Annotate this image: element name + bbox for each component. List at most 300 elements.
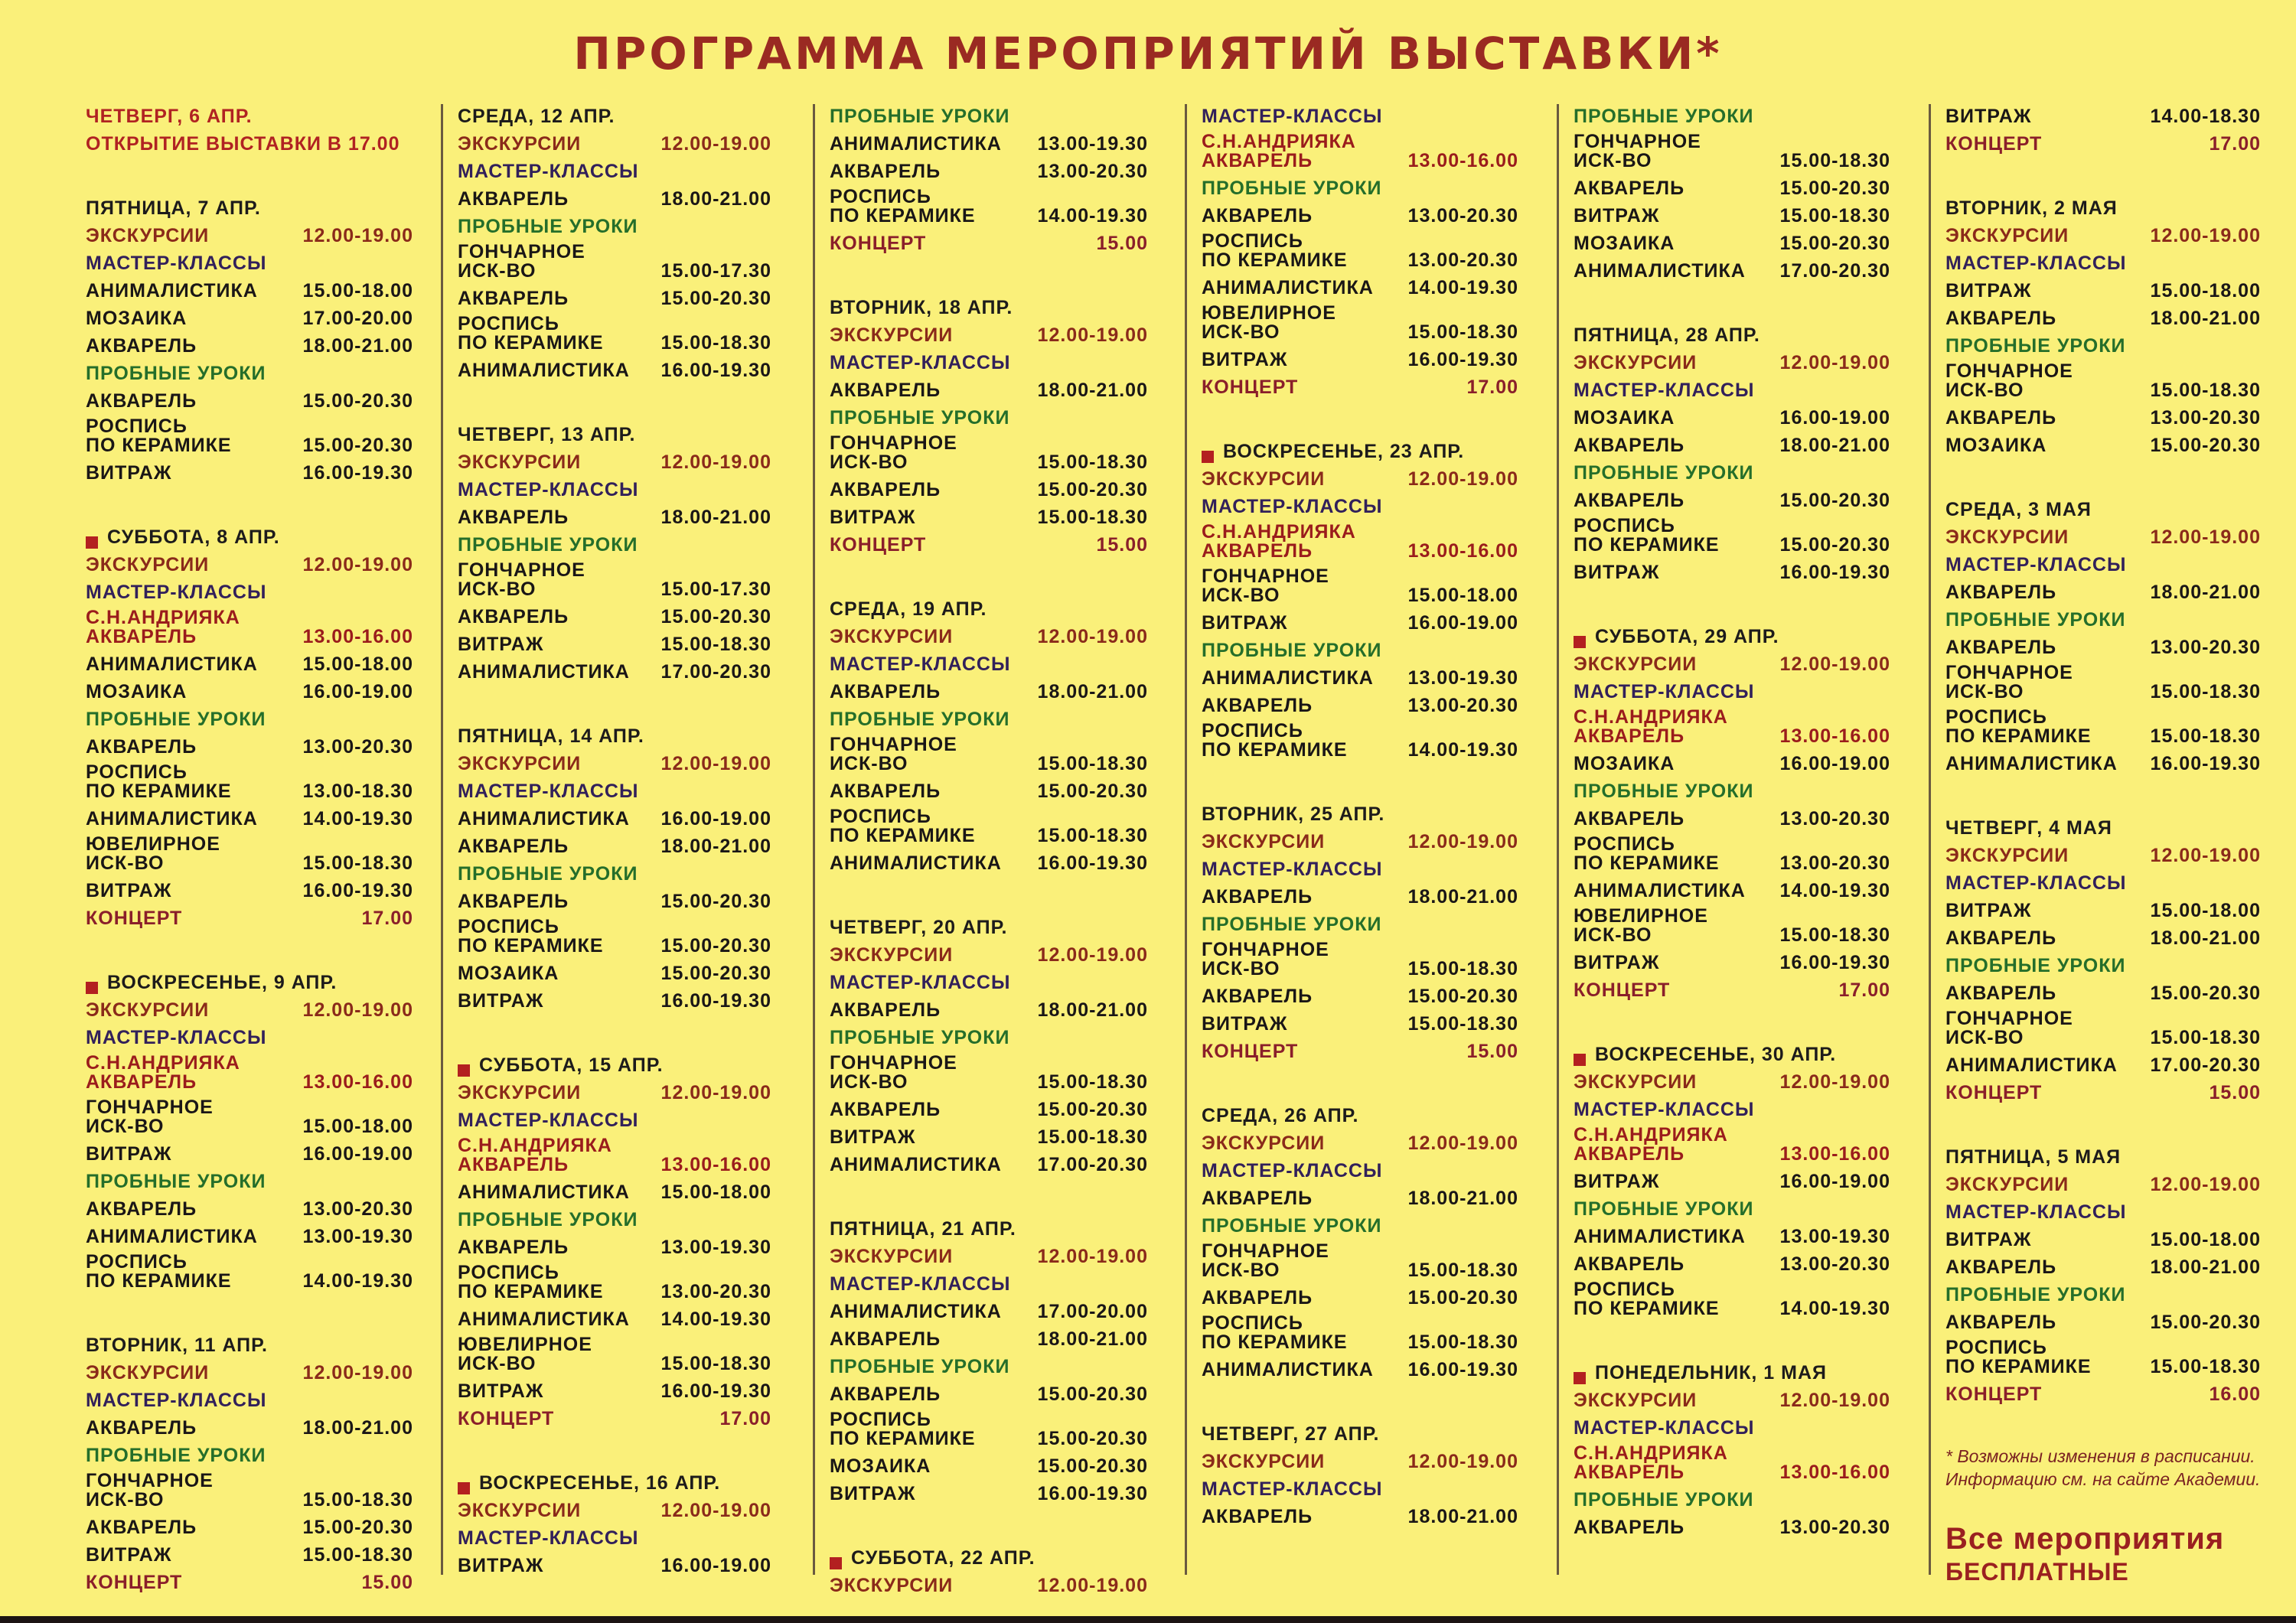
row-time: 17.00-20.00	[302, 308, 413, 329]
activity-row	[458, 1178, 771, 1206]
row-time: 13.00-16.00	[302, 626, 413, 647]
activity-row	[830, 1325, 1148, 1353]
row-time: 13.00-16.00	[1779, 1143, 1890, 1165]
activity-row	[458, 960, 771, 987]
row-label: АНИМАЛИСТИКА	[830, 852, 1002, 874]
row-label: ПРОБНЫЕ УРОКИ	[458, 863, 638, 885]
row-label: ВИТРАЖ	[1945, 1229, 2032, 1250]
row-time: 18.00-21.00	[1037, 999, 1148, 1021]
row-label: АКВАРЕЛЬ	[458, 891, 569, 912]
row-label: РОСПИСЬ ПО КЕРАМИКЕ	[1574, 515, 1720, 556]
trial-lessons-heading	[830, 1353, 1148, 1380]
activity-row	[1945, 634, 2261, 661]
row-time: 12.00-19.00	[2150, 845, 2261, 866]
row-label: МАСТЕР-КЛАССЫ	[830, 1273, 1011, 1295]
row-time: 12.00-19.00	[302, 1362, 413, 1383]
row-label: АНИМАЛИСТИКА	[1202, 277, 1374, 298]
row-time: 12.00-19.00	[660, 133, 771, 155]
activity-row	[1202, 883, 1518, 911]
row-label: ВИТРАЖ	[1574, 1171, 1660, 1192]
row-label: ЭКСКУРСИИ	[1574, 653, 1698, 675]
row-label: ЭКСКУРСИИ	[1945, 225, 2069, 246]
row-time: 18.00-21.00	[2150, 582, 2261, 603]
activity-row	[1574, 174, 1890, 202]
row-label: ВИТРАЖ	[1945, 900, 2032, 921]
row-time: 15.00	[361, 1572, 413, 1593]
activity-row	[830, 1380, 1148, 1408]
row-time: 15.00-18.30	[1407, 321, 1518, 343]
row-time: 12.00-19.00	[1037, 324, 1148, 346]
row-label: ЭКСКУРСИИ	[458, 753, 582, 774]
day-block	[1574, 1359, 1890, 1541]
row-label: АКВАРЕЛЬ	[1202, 986, 1313, 1007]
row-label: МАСТЕР-КЛАССЫ	[458, 781, 639, 802]
row-time: 15.00-20.30	[1779, 490, 1890, 511]
row-label: КОНЦЕРТ	[86, 908, 183, 929]
day-heading	[830, 1215, 1148, 1243]
row-label: МАСТЕР-КЛАССЫ	[86, 253, 267, 274]
row-time: 16.00-19.30	[1779, 952, 1890, 973]
excursions-row	[458, 448, 771, 476]
row-label: С.Н.АНДРИЯКА АКВАРЕЛЬ	[1574, 1124, 1728, 1165]
row-label: ПРОБНЫЕ УРОКИ	[458, 534, 638, 556]
activity-row	[1574, 1278, 1890, 1322]
row-label: С.Н.АНДРИЯКА АКВАРЕЛЬ	[1574, 706, 1728, 747]
row-label: АКВАРЕЛЬ	[830, 380, 941, 401]
row-label: ЭКСКУРСИИ	[1202, 468, 1326, 490]
row-time: 12.00-19.00	[1779, 1071, 1890, 1093]
row-label: МАСТЕР-КЛАССЫ	[1574, 1417, 1755, 1439]
activity-row	[830, 849, 1148, 877]
row-time: 15.00-18.00	[302, 1116, 413, 1137]
activity-row	[830, 476, 1148, 504]
row-time: 13.00-19.30	[1037, 133, 1148, 155]
day-block	[830, 103, 1148, 257]
row-time: 13.00-20.30	[1779, 1517, 1890, 1538]
row-label: РОСПИСЬ ПО КЕРАМИКЕ	[830, 186, 976, 227]
activity-row	[1945, 706, 2261, 750]
activity-row	[830, 1151, 1148, 1178]
row-time: 15.00-17.30	[660, 260, 771, 282]
row-label: ЭКСКУРСИИ	[458, 1500, 582, 1521]
row-label: МАСТЕР-КЛАССЫ	[1202, 496, 1383, 517]
row-label: ПРОБНЫЕ УРОКИ	[1574, 462, 1754, 484]
day-heading	[1202, 1102, 1518, 1129]
row-time: 13.00-20.30	[660, 1281, 771, 1302]
row-time: 15.00-18.30	[660, 634, 771, 655]
activity-row	[830, 185, 1148, 230]
row-label: ГОНЧАРНОЕ ИСК-ВО	[86, 1470, 214, 1511]
activity-row	[458, 312, 771, 357]
row-label: ЭКСКУРСИИ	[1574, 1390, 1698, 1411]
activity-row	[458, 1552, 771, 1579]
row-label: АКВАРЕЛЬ	[1574, 1517, 1685, 1538]
row-label: ВИТРАЖ	[830, 507, 916, 528]
activity-row	[830, 1408, 1148, 1452]
weekend-marker-icon	[1574, 1054, 1586, 1066]
row-label: ГОНЧАРНОЕ ИСК-ВО	[1202, 1240, 1329, 1281]
trial-lessons-heading	[1574, 777, 1890, 805]
trial-lessons-heading	[458, 1206, 771, 1234]
activity-row	[458, 285, 771, 312]
trial-lessons-heading	[1202, 174, 1518, 202]
row-label: ПРОБНЫЕ УРОКИ	[458, 216, 638, 237]
row-time: 18.00-21.00	[302, 335, 413, 357]
row-label: ЭКСКУРСИИ	[830, 1575, 954, 1596]
day-heading	[86, 1331, 413, 1359]
weekend-day-heading	[830, 1544, 1148, 1572]
activity-row	[1202, 1503, 1518, 1530]
day-block	[830, 914, 1148, 1178]
row-label: ПЯТНИЦА, 5 МАЯ	[1945, 1146, 2122, 1168]
row-time: 15.00-20.30	[1037, 1383, 1148, 1405]
row-time: 18.00-21.00	[2150, 308, 2261, 329]
row-time: 12.00-19.00	[2150, 225, 2261, 246]
row-time: 17.00-20.30	[1037, 1154, 1148, 1175]
row-time: 13.00-20.30	[1407, 249, 1518, 271]
row-label: РОСПИСЬ ПО КЕРАМИКЕ	[1202, 230, 1348, 271]
row-label: ЭКСКУРСИИ	[1574, 1071, 1698, 1093]
row-time: 15.00-18.30	[2150, 380, 2261, 401]
activity-row	[86, 1096, 413, 1140]
activity-row	[86, 459, 413, 487]
row-label: ВТОРНИК, 2 МАЯ	[1945, 197, 2118, 219]
row-label: С.Н.АНДРИЯКА АКВАРЕЛЬ	[458, 1135, 612, 1175]
day-block	[1202, 1420, 1518, 1530]
row-label: АНИМАЛИСТИКА	[830, 133, 1002, 155]
andriyaka-watercolor-row	[458, 1134, 771, 1178]
row-time: 18.00-21.00	[660, 507, 771, 528]
row-label: ВТОРНИК, 18 АПР.	[830, 297, 1013, 318]
row-time: 15.00-20.30	[302, 1517, 413, 1538]
row-time: 18.00-21.00	[1407, 1506, 1518, 1527]
day-block	[86, 194, 413, 487]
excursions-row	[830, 941, 1148, 969]
row-time: 16.00-19.00	[302, 1143, 413, 1165]
master-classes-heading	[1574, 1096, 1890, 1123]
activity-row	[1574, 514, 1890, 559]
trial-lessons-heading	[458, 213, 771, 240]
weekend-day-heading	[1574, 623, 1890, 650]
row-label: ВИТРАЖ	[1574, 205, 1660, 227]
weekend-marker-icon	[1574, 636, 1586, 648]
master-classes-heading	[458, 777, 771, 805]
row-time: 12.00-19.00	[1779, 1390, 1890, 1411]
row-label: ГОНЧАРНОЕ ИСК-ВО	[1202, 565, 1329, 606]
row-time: 13.00-20.30	[302, 1198, 413, 1220]
page-title: ПРОГРАММА МЕРОПРИЯТИЙ ВЫСТАВКИ*	[573, 28, 1723, 80]
row-time: 17.00	[361, 908, 413, 929]
row-label: КОНЦЕРТ	[1945, 1082, 2043, 1103]
row-label: ПРОБНЫЕ УРОКИ	[1202, 1215, 1382, 1237]
row-time: 18.00-21.00	[1779, 435, 1890, 456]
row-time: 13.00-20.30	[1779, 808, 1890, 829]
row-time: 18.00-21.00	[1407, 1188, 1518, 1209]
row-label: АНИМАЛИСТИКА	[1574, 260, 1746, 282]
row-label: ПРОБНЫЕ УРОКИ	[1945, 1284, 2126, 1305]
row-label: АКВАРЕЛЬ	[1574, 178, 1685, 199]
excursions-row	[830, 321, 1148, 349]
day-block	[86, 1331, 413, 1596]
row-label: ГОНЧАРНОЕ ИСК-ВО	[1945, 360, 2073, 401]
activity-row	[1945, 277, 2261, 305]
row-label: ПРОБНЫЕ УРОКИ	[1574, 106, 1754, 127]
row-label: СУББОТА, 8 АПР.	[107, 526, 280, 548]
activity-row	[1945, 979, 2261, 1007]
master-classes-heading	[458, 476, 771, 504]
row-time: 15.00-18.30	[1037, 507, 1148, 528]
row-time: 12.00-19.00	[660, 1082, 771, 1103]
activity-row	[86, 833, 413, 877]
row-time: 16.00-19.30	[1037, 852, 1148, 874]
activity-row	[1945, 1309, 2261, 1336]
day-heading	[86, 194, 413, 222]
activity-row	[830, 678, 1148, 706]
row-label: ПРОБНЫЕ УРОКИ	[830, 106, 1010, 127]
excursions-row	[830, 1572, 1148, 1599]
day-block	[1945, 103, 2261, 158]
schedule-column-2	[458, 98, 771, 1575]
row-time: 12.00-19.00	[302, 554, 413, 575]
row-time: 15.00-18.30	[660, 332, 771, 354]
row-time: 15.00-20.30	[2150, 435, 2261, 456]
day-block	[1945, 194, 2261, 459]
master-classes-heading	[830, 349, 1148, 376]
row-label: ВТОРНИК, 25 АПР.	[1202, 803, 1385, 825]
row-label: ЭКСКУРСИИ	[1945, 1174, 2069, 1195]
trial-lessons-heading	[86, 706, 413, 733]
trial-lessons-heading	[1574, 103, 1890, 130]
activity-row	[1202, 301, 1518, 346]
row-label: ЭКСКУРСИИ	[1202, 1451, 1326, 1472]
free-events-line1: Все мероприятия	[1945, 1522, 2225, 1556]
row-time: 15.00	[1466, 1041, 1518, 1062]
master-classes-heading	[1945, 551, 2261, 578]
free-events-line2: БЕСПЛАТНЫЕ	[1945, 1558, 2129, 1586]
row-label: АКВАРЕЛЬ	[1202, 695, 1313, 716]
row-time: 16.00-19.30	[302, 462, 413, 484]
activity-row	[830, 996, 1148, 1024]
concert-row	[458, 1405, 771, 1432]
row-time: 13.00-20.30	[1779, 852, 1890, 874]
row-label: ВИТРАЖ	[830, 1483, 916, 1504]
row-time: 15.00-20.30	[1037, 1099, 1148, 1120]
row-label: ЮВЕЛИРНОЕ ИСК-ВО	[86, 833, 220, 874]
activity-row	[1945, 360, 2261, 404]
row-time: 16.00-19.00	[660, 1555, 771, 1576]
activity-row	[86, 1223, 413, 1250]
row-label: АНИМАЛИСТИКА	[1202, 667, 1374, 689]
row-label: АКВАРЕЛЬ	[458, 836, 569, 857]
row-label: АКВАРЕЛЬ	[458, 188, 569, 210]
row-label: АКВАРЕЛЬ	[86, 1517, 197, 1538]
weekend-marker-icon	[1202, 451, 1214, 463]
row-label: РОСПИСЬ ПО КЕРАМИКЕ	[1574, 833, 1720, 874]
row-label: ПЯТНИЦА, 28 АПР.	[1574, 324, 1760, 346]
row-time: 13.00-16.00	[1779, 1462, 1890, 1483]
activity-row	[86, 1140, 413, 1168]
row-time: 16.00-19.00	[1407, 612, 1518, 634]
trial-lessons-heading	[830, 706, 1148, 733]
activity-row	[86, 305, 413, 332]
row-label: ЮВЕЛИРНОЕ ИСК-ВО	[1574, 905, 1708, 946]
row-time: 16.00	[2209, 1383, 2261, 1405]
activity-row	[1574, 202, 1890, 230]
row-label: ОТКРЫТИЕ ВЫСТАВКИ В 17.00	[86, 133, 400, 155]
row-time: 15.00-20.30	[1779, 233, 1890, 254]
master-classes-heading	[830, 1270, 1148, 1298]
activity-row	[458, 1305, 771, 1333]
activity-row	[1202, 346, 1518, 373]
master-classes-heading	[1202, 855, 1518, 883]
andriyaka-watercolor-row	[1202, 520, 1518, 565]
activity-row	[1574, 877, 1890, 904]
master-classes-heading	[1574, 376, 1890, 404]
row-label: РОСПИСЬ ПО КЕРАМИКЕ	[86, 761, 232, 802]
row-time: 14.00-18.30	[2150, 106, 2261, 127]
row-label: МАСТЕР-КЛАССЫ	[1945, 1201, 2127, 1223]
row-label: С.Н.АНДРИЯКА АКВАРЕЛЬ	[86, 1052, 240, 1093]
row-time: 15.00-20.30	[1407, 986, 1518, 1007]
row-label: ВИТРАЖ	[458, 990, 544, 1012]
row-time: 16.00-19.30	[660, 1380, 771, 1402]
activity-row	[1945, 1253, 2261, 1281]
row-label: ПРОБНЫЕ УРОКИ	[830, 1356, 1010, 1377]
trial-lessons-heading	[1945, 952, 2261, 979]
row-label: ЭКСКУРСИИ	[86, 225, 210, 246]
activity-row	[1202, 1284, 1518, 1312]
weekend-day-heading	[1574, 1041, 1890, 1068]
row-time: 15.00-20.30	[1037, 781, 1148, 802]
row-time: 15.00-18.30	[1407, 1013, 1518, 1035]
row-label: МАСТЕР-КЛАССЫ	[830, 972, 1011, 993]
master-classes-heading	[86, 249, 413, 277]
row-time: 15.00-18.00	[2150, 280, 2261, 301]
weekend-day-heading	[1202, 438, 1518, 465]
row-label: МАСТЕР-КЛАССЫ	[458, 161, 639, 182]
excursions-row	[1202, 1129, 1518, 1157]
activity-row	[830, 1452, 1148, 1480]
row-time: 16.00-19.30	[1037, 1483, 1148, 1504]
row-label: ПРОБНЫЕ УРОКИ	[1574, 781, 1754, 802]
row-label: АНИМАЛИСТИКА	[830, 1301, 1002, 1322]
row-time: 16.00-19.30	[2150, 753, 2261, 774]
master-classes-heading	[86, 1387, 413, 1414]
master-classes-heading	[458, 1524, 771, 1552]
activity-row	[1574, 257, 1890, 285]
row-label: АКВАРЕЛЬ	[830, 781, 941, 802]
row-label: АКВАРЕЛЬ	[1574, 435, 1685, 456]
row-label: ВИТРАЖ	[86, 462, 172, 484]
excursions-row	[458, 1079, 771, 1106]
row-time: 18.00-21.00	[1037, 681, 1148, 702]
row-label: МАСТЕР-КЛАССЫ	[86, 1027, 267, 1048]
row-time: 12.00-19.00	[1037, 1575, 1148, 1596]
trial-lessons-heading	[830, 103, 1148, 130]
row-label: АНИМАЛИСТИКА	[1945, 1054, 2118, 1076]
row-label: АКВАРЕЛЬ	[86, 1417, 197, 1439]
activity-row	[1574, 432, 1890, 459]
excursions-row	[458, 130, 771, 158]
row-label: ЭКСКУРСИИ	[1202, 1133, 1326, 1154]
activity-row	[458, 1333, 771, 1377]
row-time: 15.00	[1096, 534, 1148, 556]
bottom-border	[0, 1616, 2296, 1623]
row-label: ПЯТНИЦА, 7 АПР.	[86, 197, 261, 219]
activity-row	[86, 1469, 413, 1514]
row-time: 15.00-20.30	[660, 935, 771, 957]
row-time: 12.00-19.00	[660, 451, 771, 473]
row-label: ПРОБНЫЕ УРОКИ	[1945, 955, 2126, 976]
row-label: ВИТРАЖ	[86, 1143, 172, 1165]
row-label: МАСТЕР-КЛАССЫ	[830, 653, 1011, 675]
weekend-day-heading	[458, 1469, 771, 1497]
row-time: 12.00-19.00	[660, 753, 771, 774]
master-classes-heading	[1945, 869, 2261, 897]
concert-row	[1574, 976, 1890, 1004]
row-time: 14.00-19.30	[660, 1309, 771, 1330]
row-time: 15.00-18.30	[1779, 205, 1890, 227]
activity-row	[1574, 487, 1890, 514]
row-time: 15.00-18.30	[1779, 924, 1890, 946]
row-label: МАСТЕР-КЛАССЫ	[1202, 859, 1383, 880]
schedule-column-5	[1574, 98, 1890, 1575]
row-label: МОЗАИКА	[830, 1455, 931, 1477]
row-label: КОНЦЕРТ	[86, 1572, 183, 1593]
row-label: СРЕДА, 26 АПР.	[1202, 1105, 1359, 1126]
row-label: ЭКСКУРСИИ	[1574, 352, 1698, 373]
excursions-row	[86, 222, 413, 249]
row-time: 15.00-20.30	[1779, 534, 1890, 556]
row-label: СУББОТА, 22 АПР.	[851, 1547, 1035, 1569]
row-time: 15.00-20.30	[1037, 1428, 1148, 1449]
day-block	[86, 523, 413, 932]
row-label: АКВАРЕЛЬ	[458, 507, 569, 528]
row-label: ВИТРАЖ	[1945, 280, 2032, 301]
trial-lessons-heading	[86, 1442, 413, 1469]
row-label: АКВАРЕЛЬ	[1574, 490, 1685, 511]
row-label: ЭКСКУРСИИ	[458, 133, 582, 155]
row-time: 12.00-19.00	[1037, 1246, 1148, 1267]
trial-lessons-heading	[1945, 332, 2261, 360]
activity-row	[1202, 664, 1518, 692]
row-time: 15.00-18.30	[2150, 681, 2261, 702]
row-label: ПРОБНЫЕ УРОКИ	[458, 1209, 638, 1230]
row-label: АКВАРЕЛЬ	[86, 390, 197, 412]
day-heading	[1945, 496, 2261, 523]
row-label: КОНЦЕРТ	[830, 233, 927, 254]
excursions-row	[86, 996, 413, 1024]
day-block	[86, 103, 413, 158]
excursions-row	[458, 1497, 771, 1524]
activity-row	[1574, 230, 1890, 257]
row-time: 15.00-18.00	[1407, 585, 1518, 606]
row-label: АКВАРЕЛЬ	[1202, 886, 1313, 908]
row-label: ПРОБНЫЕ УРОКИ	[1202, 178, 1382, 199]
day-block	[1202, 1102, 1518, 1383]
row-time: 16.00-19.00	[660, 808, 771, 829]
opening-line	[86, 130, 413, 158]
row-label: ГОНЧАРНОЕ ИСК-ВО	[1945, 1008, 2073, 1048]
activity-row	[86, 277, 413, 305]
row-label: ЭКСКУРСИИ	[1945, 845, 2069, 866]
activity-row	[458, 240, 771, 285]
row-label: МОЗАИКА	[1574, 753, 1675, 774]
row-label: ЧЕТВЕРГ, 13 АПР.	[458, 424, 636, 445]
row-label: ЭКСКУРСИИ	[86, 999, 210, 1021]
day-block	[1574, 1041, 1890, 1322]
day-block	[1574, 623, 1890, 1004]
